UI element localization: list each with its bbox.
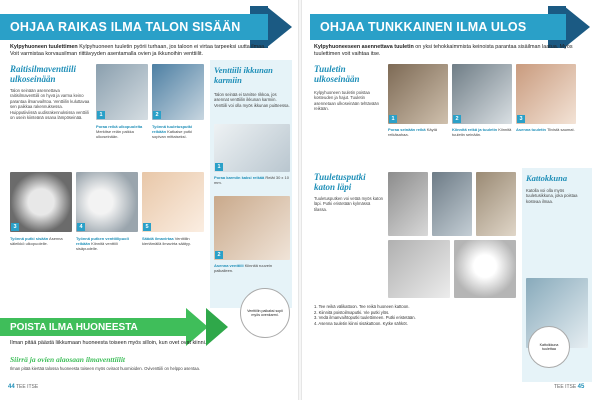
green-heading: Siirrä ja ovien alaosaan ilmaventtiilit <box>10 355 126 364</box>
vent-callout: Venttiilin paikaksi sopii myös ovenkarmi. <box>240 288 290 338</box>
step-caption-title: Kiinnitä reikä ja tuuletin <box>452 127 498 132</box>
frame-vent-body: Talon seinää ei tarvitse rikkoa, jos asennat venttiilin ikkunan karmiin. Venttiili voi olla myös ikkunan puitteessa. <box>214 92 290 108</box>
left-col1-heading: Raitisilmaventtiili ulkoseinään <box>10 64 77 84</box>
right-lead-text: on yksi tehokkaimmista keinoista parantaa sisäilman laatua. Myös tuulettimen voit vaihtaa itse. <box>314 44 573 57</box>
frame-caption-text: Reiät 30 x 10 mm. <box>214 175 289 185</box>
left-lead-text: Kylpyhuoneen tuuletin pyörii turhaan, jos taloon ei virtaa tarpeeksi uutta ilmaa. Voit varmistaa korvausilman riittävyyden asentamalla ovien ja ikkunoihin venttiilit. <box>10 44 266 57</box>
step-number: 4 <box>77 223 85 231</box>
frame-caption-text: Kiinnitä ruuvein paikalleen. <box>214 263 273 273</box>
step-caption-title: Poraa reikä ulkopuolelta <box>96 124 143 129</box>
right-step-caption-2 <box>452 127 512 137</box>
roof-photo-1 <box>388 172 428 236</box>
step-caption-text: Käytä reikäsahaa. <box>388 127 437 137</box>
right-step-caption-1 <box>388 127 448 137</box>
step-photo-1 <box>96 64 148 120</box>
step-caption-2 <box>152 124 204 139</box>
roof-steps-list <box>314 304 514 326</box>
right-magazine-name: TEE ITSE <box>554 384 577 390</box>
right-lead <box>314 44 576 58</box>
step-caption-text: Katkaise putki sopivan mittaiseksi. <box>152 129 193 139</box>
right-step-caption-3 <box>516 127 576 132</box>
right-step-photo-2 <box>452 64 512 124</box>
right-banner: OHJAA TUNKKAINEN ILMA ULOS <box>310 14 566 40</box>
roof-photo-3 <box>476 172 516 236</box>
frame-photo-1 <box>214 124 290 172</box>
right-step-photo-1 <box>388 64 448 124</box>
green-lead: Ilman pitää päästä liikkumaan huoneesta toiseen myös silloin, kun ovet ovat kiinni. <box>10 340 207 346</box>
banner-arrow-head <box>266 6 292 48</box>
step-photo-4 <box>76 172 138 232</box>
green-body: Ilman pitää kiertää talossa huoneesta toiseen myös oviraot huomioiden. Oviventtiili on helppo asentaa. <box>10 366 200 371</box>
step-caption-title: Asenna tuuletin <box>516 127 547 132</box>
left-page-number: 44 <box>8 384 15 390</box>
left-banner: OHJAA RAIKAS ILMA TALON SISÄÄN <box>0 14 268 40</box>
step-caption-text: Kiinnitä venttiili sisäpuolelle. <box>76 241 118 251</box>
frame-caption-2 <box>214 263 290 273</box>
step-photo-5 <box>142 172 204 232</box>
roof-window-title: Kattokkuna <box>526 173 568 183</box>
right-page-number: 45 <box>577 384 585 390</box>
roof-step: 4. Asenna tuuletin kiinni sisäkattoon. Kytke sähköt. <box>314 320 408 326</box>
roof-step: 1. Tee reikä välikattoon. Tee reikä huoneen kattoon. <box>314 304 410 309</box>
green-banner: POISTA ILMA HUONEESTA <box>0 318 190 336</box>
step-number: 2 <box>453 115 461 123</box>
roof-window-body: Katolla voi olla myös tuuletusikkuna, joka poistaa kosteaa ilmaa. <box>526 188 578 204</box>
left-lead-bold: Kylpyhuoneen tuulettimen <box>10 44 78 50</box>
roof-step: 3. Vedä ilmanvaihtoputki tuulettimeen. Putki eristetään. <box>314 315 416 321</box>
step-caption-1 <box>96 124 148 139</box>
step-photo-2 <box>152 64 204 120</box>
left-col1-body: Talon seinään asennettava raitisilmaventtiili on hyvä ja varma keino parantaa ilmanvaihtoa. Venttiilin kuluttavaa sen paikkaa rakennuksessa. Huipputiiviissä uudisrakennuksissa venttiili on usein kiinteänä osana lämpöseinää. <box>10 88 90 121</box>
frame-photo-2 <box>214 196 290 260</box>
step-number: 1 <box>215 163 223 171</box>
left-lead <box>10 44 270 58</box>
step-photo-3 <box>10 172 72 232</box>
step-number: 3 <box>11 223 19 231</box>
step-caption-text: Merkitse reiän paikka ulkoseinään. <box>96 129 134 139</box>
step-caption-text: Venttiilin kiertämällä ilmavirta säätyy. <box>142 236 191 246</box>
right-step-photo-3 <box>516 64 576 124</box>
step-caption-text: Kiinnitä tuuletin seinään. <box>452 127 512 137</box>
right-col1-heading: Tuuletin ulkoseinään <box>314 64 360 84</box>
step-number: 5 <box>143 223 151 231</box>
frame-caption-1 <box>214 175 290 185</box>
banner-arrow-head <box>564 6 590 48</box>
step-caption-title: Työnnä putken venttiilipuoli reikään <box>76 236 129 246</box>
roof-window-callout: Kattoikkuna tuulettaa <box>528 326 570 368</box>
roof-photo-4 <box>388 240 450 298</box>
step-caption-3 <box>10 236 72 246</box>
right-col1-body: Kylpyhuoneen tuuletin poistaa kosteuden ja hajut. Tuuletin asennetaan ulkoseinään tehtävään reikään. <box>314 90 379 112</box>
right-folio <box>554 384 584 390</box>
step-number: 2 <box>153 111 161 119</box>
step-caption-5 <box>142 236 204 246</box>
right-lead-bold: Kylpyhuoneeseen asennettava tuuletin <box>314 44 414 50</box>
left-magazine-name: TEE ITSE <box>16 384 39 390</box>
step-caption-title: Säädä ilmavirtaa <box>142 236 174 241</box>
step-caption-4 <box>76 236 138 251</box>
frame-vent-title: Venttiili ikkunan karmiin <box>214 65 273 85</box>
roof-photo-5 <box>454 240 516 298</box>
step-caption-title: Työnnä putki sisään <box>10 236 49 241</box>
left-folio <box>8 384 38 390</box>
step-caption-title: Työnnä tuuletusputki reikään <box>152 124 193 134</box>
step-number: 2 <box>215 251 223 259</box>
step-caption-title: Poraa seinään reikä <box>388 127 426 132</box>
step-caption-text: Tiivistä saumat. <box>547 127 575 132</box>
right-page <box>300 0 600 400</box>
right-col2-heading: Tuuletusputki katon läpi <box>314 172 366 192</box>
step-caption-text: Asenna säleikkö ulkopuolelle. <box>10 236 63 246</box>
roof-step: 2. Kiinnitä poistoilmaputki. Vie putki ylös. <box>314 309 390 315</box>
step-number: 3 <box>517 115 525 123</box>
step-number: 1 <box>97 111 105 119</box>
step-number: 1 <box>389 115 397 123</box>
roof-photo-2 <box>432 172 472 236</box>
right-col2-body: Tuuletusputken voi vetää myös katon läpi. Putki eristetään kylmässä tilassa. <box>314 196 383 212</box>
frame-caption-title: Poraa karmiin kaksi reikää <box>214 175 265 180</box>
frame-caption-title: Asenna venttiili <box>214 263 244 268</box>
